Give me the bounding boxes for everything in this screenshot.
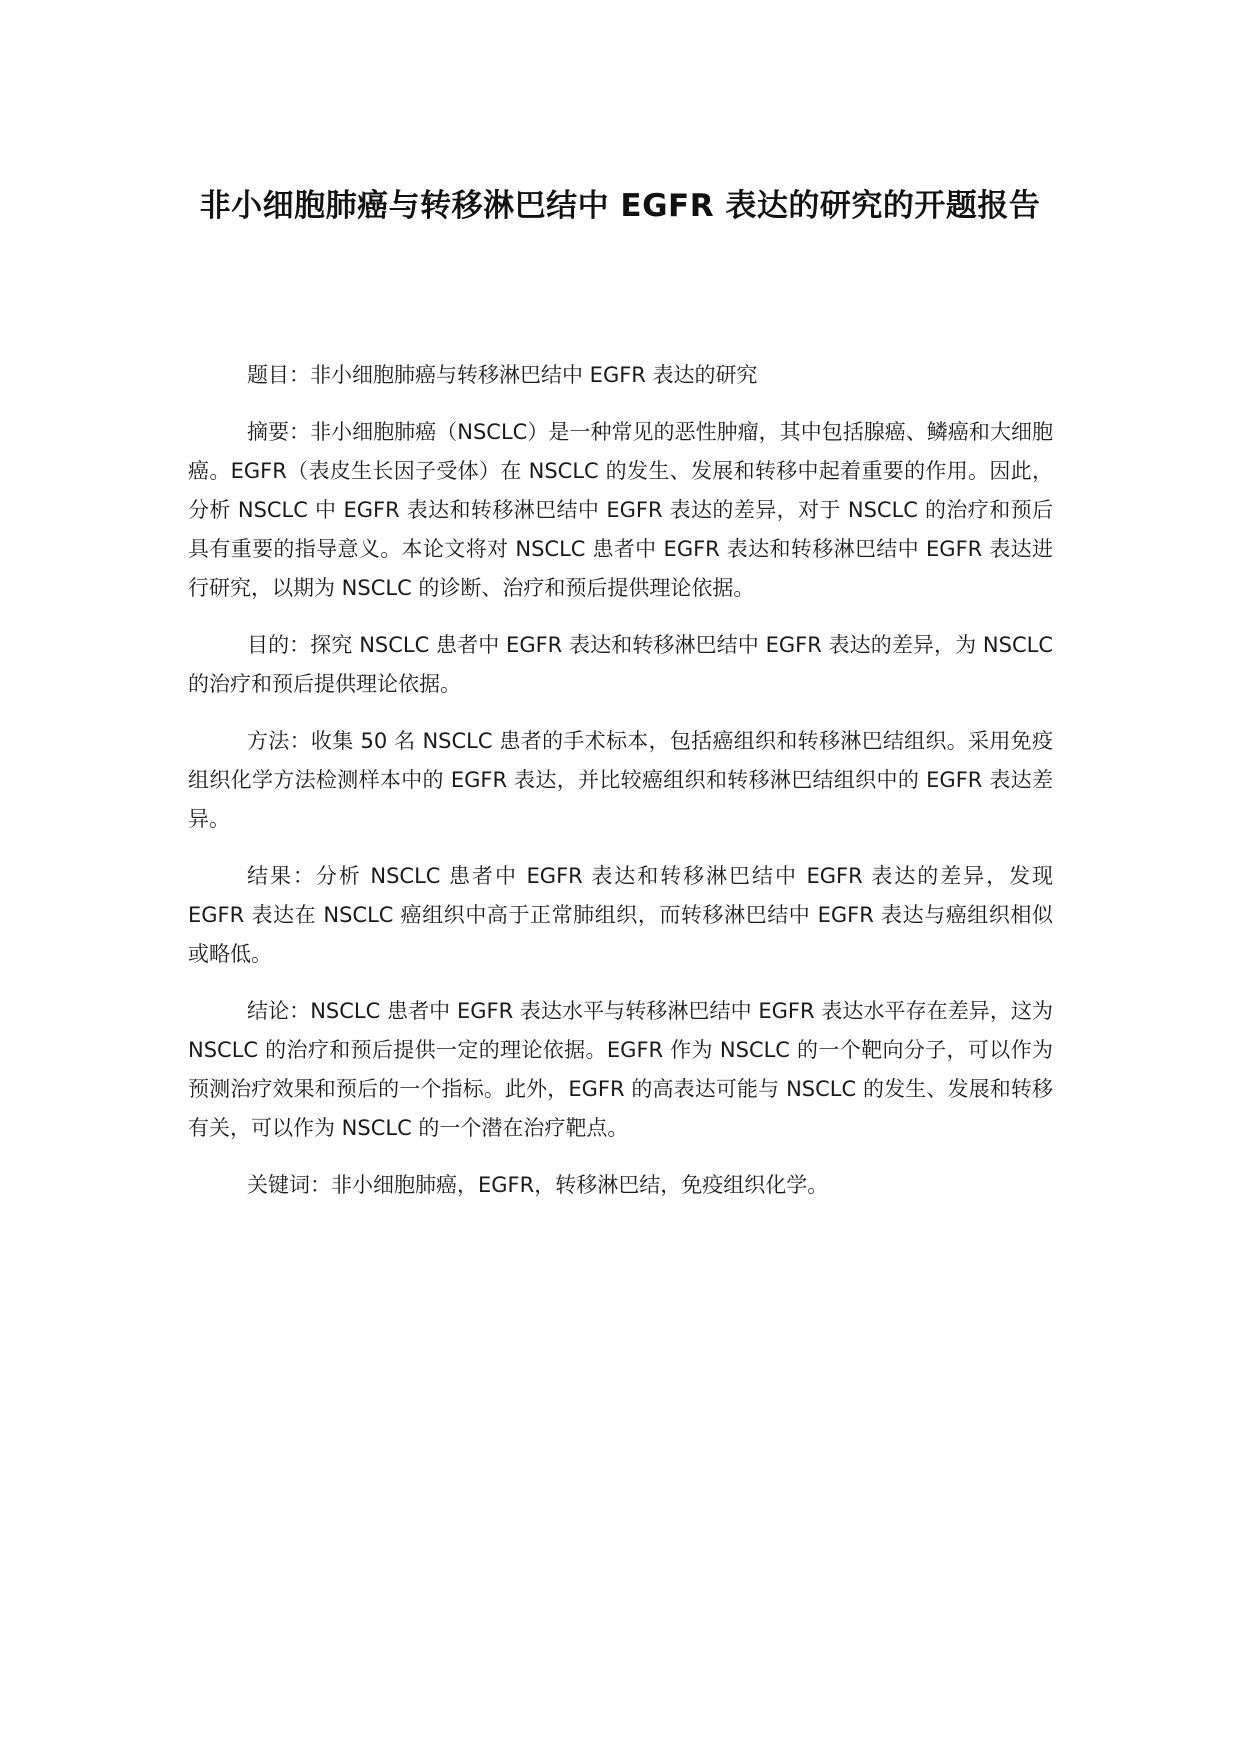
document-title: 非小细胞肺癌与转移淋巴结中 EGFR 表达的研究的开题报告 <box>199 188 1041 224</box>
paragraph-abstract: 摘要：非小细胞肺癌（NSCLC）是一种常见的恶性肿瘤，其中包括腺癌、鳞癌和大细胞癌。EGFR（表皮生长因子受体）在 NSCLC 的发生、发展和转移中起着重要的作用。因此，分析 NSCLC 中 EGFR 表达和转移淋巴结中 EGFR 表达的差异，对于 NSCLC 的治疗和预后具有重要的指导意义。本论文将对 NSCLC 患者中 EGFR 表达和转移淋巴结中 EGFR 表达进行研究，以期为 NSCLC 的诊断、治疗和预后提供理论依据。 <box>188 420 1053 600</box>
paragraph-keywords: 关键词：非小细胞肺癌，EGFR，转移淋巴结，免疫组织化学。 <box>247 1173 829 1197</box>
paragraph-conclusion: 结论：NSCLC 患者中 EGFR 表达水平与转移淋巴结中 EGFR 表达水平存在差异，这为 NSCLC 的治疗和预后提供一定的理论依据。EGFR 作为 NSCLC 的一个靶向分子，可以作为预测治疗效果和预后的一个指标。此外，EGFR 的高表达可能与 NSCLC 的发生、发展和转移有关，可以作为 NSCLC 的一个潜在治疗靶点。 <box>188 999 1053 1140</box>
paragraph-methods: 方法：收集 50 名 NSCLC 患者的手术标本，包括癌组织和转移淋巴结组织。采用免疫组织化学方法检测样本中的 EGFR 表达，并比较癌组织和转移淋巴结组织中的 EGFR 表达差异。 <box>188 729 1053 831</box>
document-body <box>188 356 1053 1223</box>
paragraph-topic: 题目：非小细胞肺癌与转移淋巴结中 EGFR 表达的研究 <box>247 363 758 387</box>
paragraph-objective: 目的：探究 NSCLC 患者中 EGFR 表达和转移淋巴结中 EGFR 表达的差异，为 NSCLC 的治疗和预后提供理论依据。 <box>188 633 1053 696</box>
paragraph-results: 结果：分析 NSCLC 患者中 EGFR 表达和转移淋巴结中 EGFR 表达的差异，发现 EGFR 表达在 NSCLC 癌组织中高于正常肺组织，而转移淋巴结中 EGFR 表达与癌组织相似或略低。 <box>188 864 1053 966</box>
